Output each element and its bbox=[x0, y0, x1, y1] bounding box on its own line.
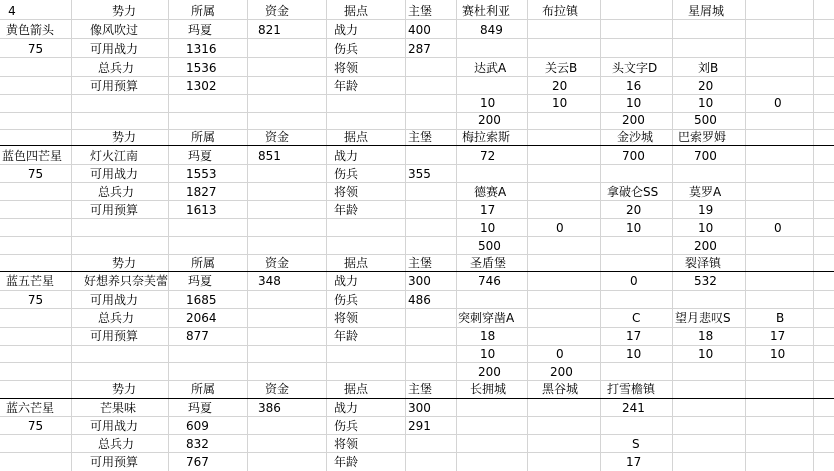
general-stat[interactable]: 0 bbox=[556, 221, 564, 235]
header-funds[interactable]: 资金 bbox=[264, 4, 289, 18]
stronghold-name[interactable]: 布拉镇 bbox=[542, 4, 579, 18]
general-stat[interactable]: 17 bbox=[626, 455, 642, 469]
stronghold-value[interactable]: 746 bbox=[478, 274, 501, 288]
injured-value[interactable]: 291 bbox=[408, 419, 431, 433]
general-stat[interactable]: 200 bbox=[478, 365, 501, 379]
available-combat[interactable]: 609 bbox=[186, 419, 209, 433]
general-stat[interactable]: 10 bbox=[480, 96, 496, 110]
general-stat[interactable]: 500 bbox=[478, 239, 501, 253]
general-stat[interactable]: 10 bbox=[626, 96, 642, 110]
combat-label[interactable]: 战力 bbox=[334, 274, 359, 288]
funds[interactable]: 821 bbox=[258, 23, 281, 37]
combat-label[interactable]: 战力 bbox=[334, 149, 359, 163]
general-name[interactable]: 关云B bbox=[545, 61, 578, 75]
affiliation[interactable]: 玛夏 bbox=[188, 149, 213, 163]
general-stat[interactable]: 16 bbox=[626, 79, 642, 93]
header-funds[interactable]: 资金 bbox=[264, 382, 289, 396]
age-label[interactable]: 年龄 bbox=[334, 79, 359, 93]
general-stat[interactable]: 20 bbox=[626, 203, 642, 217]
stronghold-name[interactable]: 巴索罗姆 bbox=[678, 130, 727, 144]
general-name[interactable]: 突刺穿凿A bbox=[458, 311, 515, 325]
stronghold-value[interactable]: 532 bbox=[694, 274, 717, 288]
general-stat[interactable]: 500 bbox=[694, 113, 717, 127]
general-stat[interactable]: 19 bbox=[698, 203, 714, 217]
general-stat[interactable]: 10 bbox=[770, 347, 786, 361]
header-funds[interactable]: 资金 bbox=[264, 130, 289, 144]
general-name[interactable]: 德赛A bbox=[474, 185, 507, 199]
stronghold-value[interactable]: 241 bbox=[622, 401, 645, 415]
header-funds[interactable]: 资金 bbox=[264, 256, 289, 270]
available-budget-label[interactable]: 可用预算 bbox=[90, 455, 139, 469]
stronghold-value[interactable]: 0 bbox=[630, 274, 638, 288]
general-stat[interactable]: 17 bbox=[480, 203, 496, 217]
header-stronghold[interactable]: 据点 bbox=[343, 256, 368, 270]
stronghold-name[interactable]: 梅拉索斯 bbox=[462, 130, 511, 144]
total-troops-label[interactable]: 总兵力 bbox=[98, 61, 135, 75]
general-name[interactable]: C bbox=[632, 311, 641, 325]
general-stat[interactable]: 200 bbox=[694, 239, 717, 253]
general-stat[interactable]: 10 bbox=[698, 347, 714, 361]
general-stat[interactable]: 18 bbox=[480, 329, 496, 343]
general-name[interactable]: 刘B bbox=[698, 61, 719, 75]
header-stronghold[interactable]: 据点 bbox=[343, 4, 368, 18]
available-budget-label[interactable]: 可用预算 bbox=[90, 203, 139, 217]
stronghold-value[interactable]: 700 bbox=[622, 149, 645, 163]
available-combat[interactable]: 1685 bbox=[186, 293, 217, 307]
stronghold-name[interactable]: 星屑城 bbox=[688, 4, 725, 18]
available-budget-label[interactable]: 可用预算 bbox=[90, 79, 139, 93]
general-stat[interactable]: 20 bbox=[552, 79, 568, 93]
player-level[interactable]: 75 bbox=[27, 167, 44, 181]
general-stat[interactable]: 20 bbox=[698, 79, 714, 93]
total-troops[interactable]: 1536 bbox=[186, 61, 217, 75]
age-label[interactable]: 年龄 bbox=[334, 203, 359, 217]
available-budget[interactable]: 767 bbox=[186, 455, 209, 469]
stronghold-name[interactable]: 金沙城 bbox=[617, 130, 654, 144]
injured-value[interactable]: 355 bbox=[408, 167, 431, 181]
player-level[interactable]: 75 bbox=[27, 42, 44, 56]
faction-name[interactable]: 灯火江南 bbox=[90, 149, 139, 163]
general-stat[interactable]: 200 bbox=[622, 113, 645, 127]
available-budget[interactable]: 877 bbox=[186, 329, 209, 343]
affiliation[interactable]: 玛夏 bbox=[188, 401, 213, 415]
injured-label[interactable]: 伤兵 bbox=[334, 167, 359, 181]
available-budget[interactable]: 1613 bbox=[186, 203, 217, 217]
stronghold-value[interactable]: 849 bbox=[480, 23, 503, 37]
general-stat[interactable]: 10 bbox=[698, 96, 714, 110]
faction-name[interactable]: 好想养只奈芙蕾 bbox=[83, 274, 168, 288]
available-combat-label[interactable]: 可用战力 bbox=[90, 419, 139, 433]
available-combat[interactable]: 1316 bbox=[186, 42, 217, 56]
header-affiliation[interactable]: 所属 bbox=[190, 130, 215, 144]
header-affiliation[interactable]: 所属 bbox=[190, 382, 215, 396]
available-budget-label[interactable]: 可用预算 bbox=[90, 329, 139, 343]
combat-label[interactable]: 战力 bbox=[334, 401, 359, 415]
combat-value[interactable]: 400 bbox=[408, 23, 431, 37]
general-stat[interactable]: 10 bbox=[552, 96, 568, 110]
stronghold-name[interactable]: 黑谷城 bbox=[542, 382, 579, 396]
general-name[interactable]: 莫罗A bbox=[689, 185, 722, 199]
total-troops-label[interactable]: 总兵力 bbox=[98, 185, 135, 199]
age-label[interactable]: 年龄 bbox=[334, 455, 359, 469]
available-budget[interactable]: 1302 bbox=[186, 79, 217, 93]
injured-label[interactable]: 伤兵 bbox=[334, 419, 359, 433]
general-stat[interactable]: 17 bbox=[770, 329, 786, 343]
stronghold-value[interactable]: 700 bbox=[694, 149, 717, 163]
funds[interactable]: 851 bbox=[258, 149, 281, 163]
header-affiliation[interactable]: 所属 bbox=[190, 256, 215, 270]
general-stat[interactable]: 10 bbox=[626, 221, 642, 235]
injured-label[interactable]: 伤兵 bbox=[334, 293, 359, 307]
general-stat[interactable]: 10 bbox=[480, 347, 496, 361]
player-level[interactable]: 75 bbox=[27, 293, 44, 307]
affiliation[interactable]: 玛夏 bbox=[188, 274, 213, 288]
total-troops[interactable]: 1827 bbox=[186, 185, 217, 199]
general-stat[interactable]: 10 bbox=[480, 221, 496, 235]
combat-label[interactable]: 战力 bbox=[334, 23, 359, 37]
injured-label[interactable]: 伤兵 bbox=[334, 42, 359, 56]
general-name[interactable]: 拿破仑SS bbox=[607, 185, 659, 199]
faction-name[interactable]: 像风吹过 bbox=[90, 23, 139, 37]
total-troops-label[interactable]: 总兵力 bbox=[98, 311, 135, 325]
stronghold-value[interactable]: 72 bbox=[480, 149, 496, 163]
combat-value[interactable]: 300 bbox=[408, 274, 431, 288]
stronghold-name[interactable]: 裂泽镇 bbox=[685, 256, 722, 270]
general-label[interactable]: 将领 bbox=[334, 185, 359, 199]
player-level[interactable]: 75 bbox=[27, 419, 44, 433]
header-faction[interactable]: 势力 bbox=[111, 256, 136, 270]
general-stat[interactable]: 17 bbox=[626, 329, 642, 343]
general-stat[interactable]: 10 bbox=[626, 347, 642, 361]
player-name[interactable]: 蓝五芒星 bbox=[6, 274, 55, 288]
general-name[interactable]: 达武A bbox=[474, 61, 507, 75]
header-stronghold[interactable]: 据点 bbox=[343, 382, 368, 396]
general-stat[interactable]: 18 bbox=[698, 329, 714, 343]
available-combat-label[interactable]: 可用战力 bbox=[90, 42, 139, 56]
header-main-fort[interactable]: 主堡 bbox=[407, 130, 432, 144]
header-faction[interactable]: 势力 bbox=[111, 130, 136, 144]
general-stat[interactable]: 10 bbox=[698, 221, 714, 235]
general-stat[interactable]: 0 bbox=[556, 347, 564, 361]
stronghold-name[interactable]: 赛杜利亚 bbox=[462, 4, 511, 18]
header-affiliation[interactable]: 所属 bbox=[190, 4, 215, 18]
injured-value[interactable]: 287 bbox=[408, 42, 431, 56]
general-stat[interactable]: 200 bbox=[550, 365, 573, 379]
general-name[interactable]: S bbox=[632, 437, 640, 451]
header-faction[interactable]: 势力 bbox=[111, 4, 136, 18]
general-label[interactable]: 将领 bbox=[334, 311, 359, 325]
age-label[interactable]: 年龄 bbox=[334, 329, 359, 343]
funds[interactable]: 386 bbox=[258, 401, 281, 415]
header-stronghold[interactable]: 据点 bbox=[343, 130, 368, 144]
player-name[interactable]: 黄色箭头 bbox=[6, 23, 55, 37]
injured-value[interactable]: 486 bbox=[408, 293, 431, 307]
header-main-fort[interactable]: 主堡 bbox=[407, 256, 432, 270]
group-id[interactable]: 4 bbox=[8, 4, 16, 18]
general-stat[interactable]: 0 bbox=[774, 221, 782, 235]
faction-name[interactable]: 芒果味 bbox=[100, 401, 137, 415]
stronghold-name[interactable]: 圣盾堡 bbox=[470, 256, 507, 270]
general-stat[interactable]: 0 bbox=[774, 96, 782, 110]
header-main-fort[interactable]: 主堡 bbox=[407, 4, 432, 18]
available-combat-label[interactable]: 可用战力 bbox=[90, 167, 139, 181]
player-name[interactable]: 蓝色四芒星 bbox=[2, 149, 63, 163]
available-combat-label[interactable]: 可用战力 bbox=[90, 293, 139, 307]
stronghold-name[interactable]: 长拥城 bbox=[470, 382, 507, 396]
funds[interactable]: 348 bbox=[258, 274, 281, 288]
combat-value[interactable]: 300 bbox=[408, 401, 431, 415]
general-name[interactable]: B bbox=[776, 311, 785, 325]
general-label[interactable]: 将领 bbox=[334, 437, 359, 451]
general-stat[interactable]: 200 bbox=[478, 113, 501, 127]
header-faction[interactable]: 势力 bbox=[111, 382, 136, 396]
general-label[interactable]: 将领 bbox=[334, 61, 359, 75]
affiliation[interactable]: 玛夏 bbox=[188, 23, 213, 37]
available-combat[interactable]: 1553 bbox=[186, 167, 217, 181]
total-troops[interactable]: 832 bbox=[186, 437, 209, 451]
general-name[interactable]: 头文字D bbox=[612, 61, 658, 75]
total-troops-label[interactable]: 总兵力 bbox=[98, 437, 135, 451]
total-troops[interactable]: 2064 bbox=[186, 311, 217, 325]
stronghold-name[interactable]: 打雪檐镇 bbox=[607, 382, 656, 396]
header-main-fort[interactable]: 主堡 bbox=[407, 382, 432, 396]
general-name[interactable]: 望月悲叹S bbox=[675, 311, 731, 325]
player-name[interactable]: 蓝六芒星 bbox=[6, 401, 55, 415]
